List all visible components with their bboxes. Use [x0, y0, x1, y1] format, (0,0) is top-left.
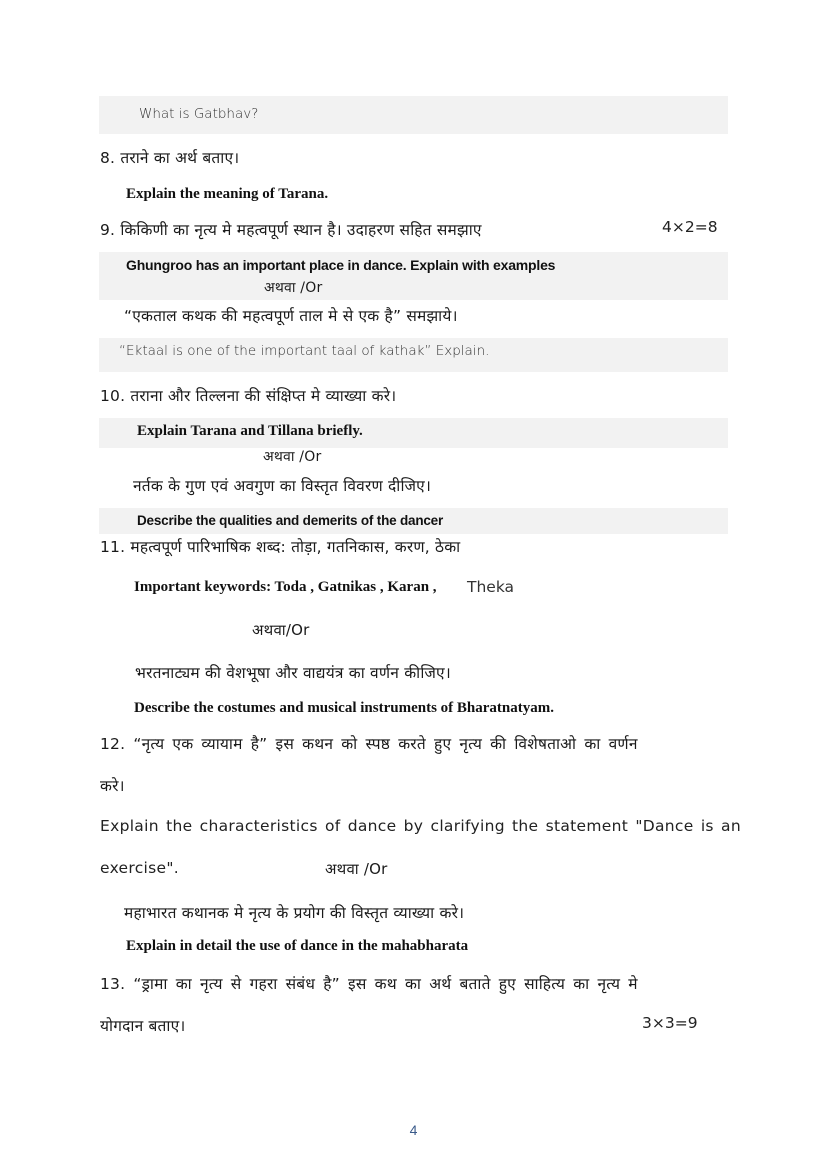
or-separator: अथवा /Or	[264, 280, 323, 296]
question-11-english-theka: Theka	[467, 578, 515, 596]
question-8-hindi: 8. तराने का अर्थ बताए।	[100, 149, 240, 167]
question-12b-hindi: महाभारत कथानक मे नृत्य के प्रयोग की विस्तृत व्याख्या करे।	[124, 904, 465, 922]
question-13-marks: 3×3=9	[642, 1014, 698, 1032]
question-12-english-line2: exercise".	[100, 859, 180, 877]
or-separator: अथवा /Or	[325, 860, 388, 878]
question-11-hindi: 11. महत्वपूर्ण पारिभाषिक शब्द: तोड़ा, गतनिकास, करण, ठेका	[100, 538, 461, 556]
question-12-hindi-line2: करे।	[100, 777, 125, 795]
question-9-hindi: 9. किकिणी का नृत्य मे महत्वपूर्ण स्थान है। उदाहरण सहित समझाए	[100, 221, 482, 239]
question-9b-hindi: “एकताल कथक की महत्वपूर्ण ताल मे से एक है” समझाये।	[124, 307, 458, 325]
question-9-english: Ghungroo has an important place in dance. Explain with examples	[126, 257, 556, 273]
question-11b-english: Describe the costumes and musical instruments of Bharatnatyam.	[134, 700, 554, 716]
page-number: 4	[409, 1122, 418, 1138]
question-10b-english: Describe the qualities and demerits of the dancer	[137, 513, 444, 528]
question-10-hindi: 10. तराना और तिल्लना की संक्षिप्त मे व्याख्या करे।	[100, 387, 397, 405]
question-12-english-line1: Explain the characteristics of dance by clarifying the statement "Dance is an	[100, 817, 741, 835]
question-10-english: Explain Tarana and Tillana briefly.	[137, 423, 363, 439]
question-13-hindi-line1: 13. “ड्रामा का नृत्य से गहरा संबंध है” इस कथ का अर्थ बताते हुए साहित्य का नृत्य मे	[100, 975, 638, 993]
or-separator: अथवा/Or	[252, 621, 310, 639]
or-separator: अथवा /Or	[263, 449, 322, 465]
question-12b-english: Explain in detail the use of dance in the mahabharata	[126, 938, 469, 954]
question-9b-english: “Ektaal is one of the important taal of kathak” Explain.	[119, 343, 490, 359]
question-text: What is Gatbhav?	[139, 106, 259, 122]
question-8-english: Explain the meaning of Tarana.	[126, 186, 329, 202]
question-12-hindi-line1: 12. “नृत्य एक व्यायाम है” इस कथन को स्पष्ठ करते हुए नृत्य की विशेषताओ का वर्णन	[100, 735, 638, 753]
question-9-marks: 4×2=8	[662, 218, 718, 236]
question-11b-hindi: भरतनाट्यम की वेशभूषा और वाद्ययंत्र का वर्णन कीजिए।	[135, 664, 451, 682]
question-10b-hindi: नर्तक के गुण एवं अवगुण का विस्तृत विवरण दीजिए।	[133, 477, 432, 495]
question-11-english: Important keywords: Toda , Gatnikas , Karan ,	[134, 579, 437, 595]
question-13-hindi-line2: योगदान बताए।	[100, 1017, 186, 1035]
